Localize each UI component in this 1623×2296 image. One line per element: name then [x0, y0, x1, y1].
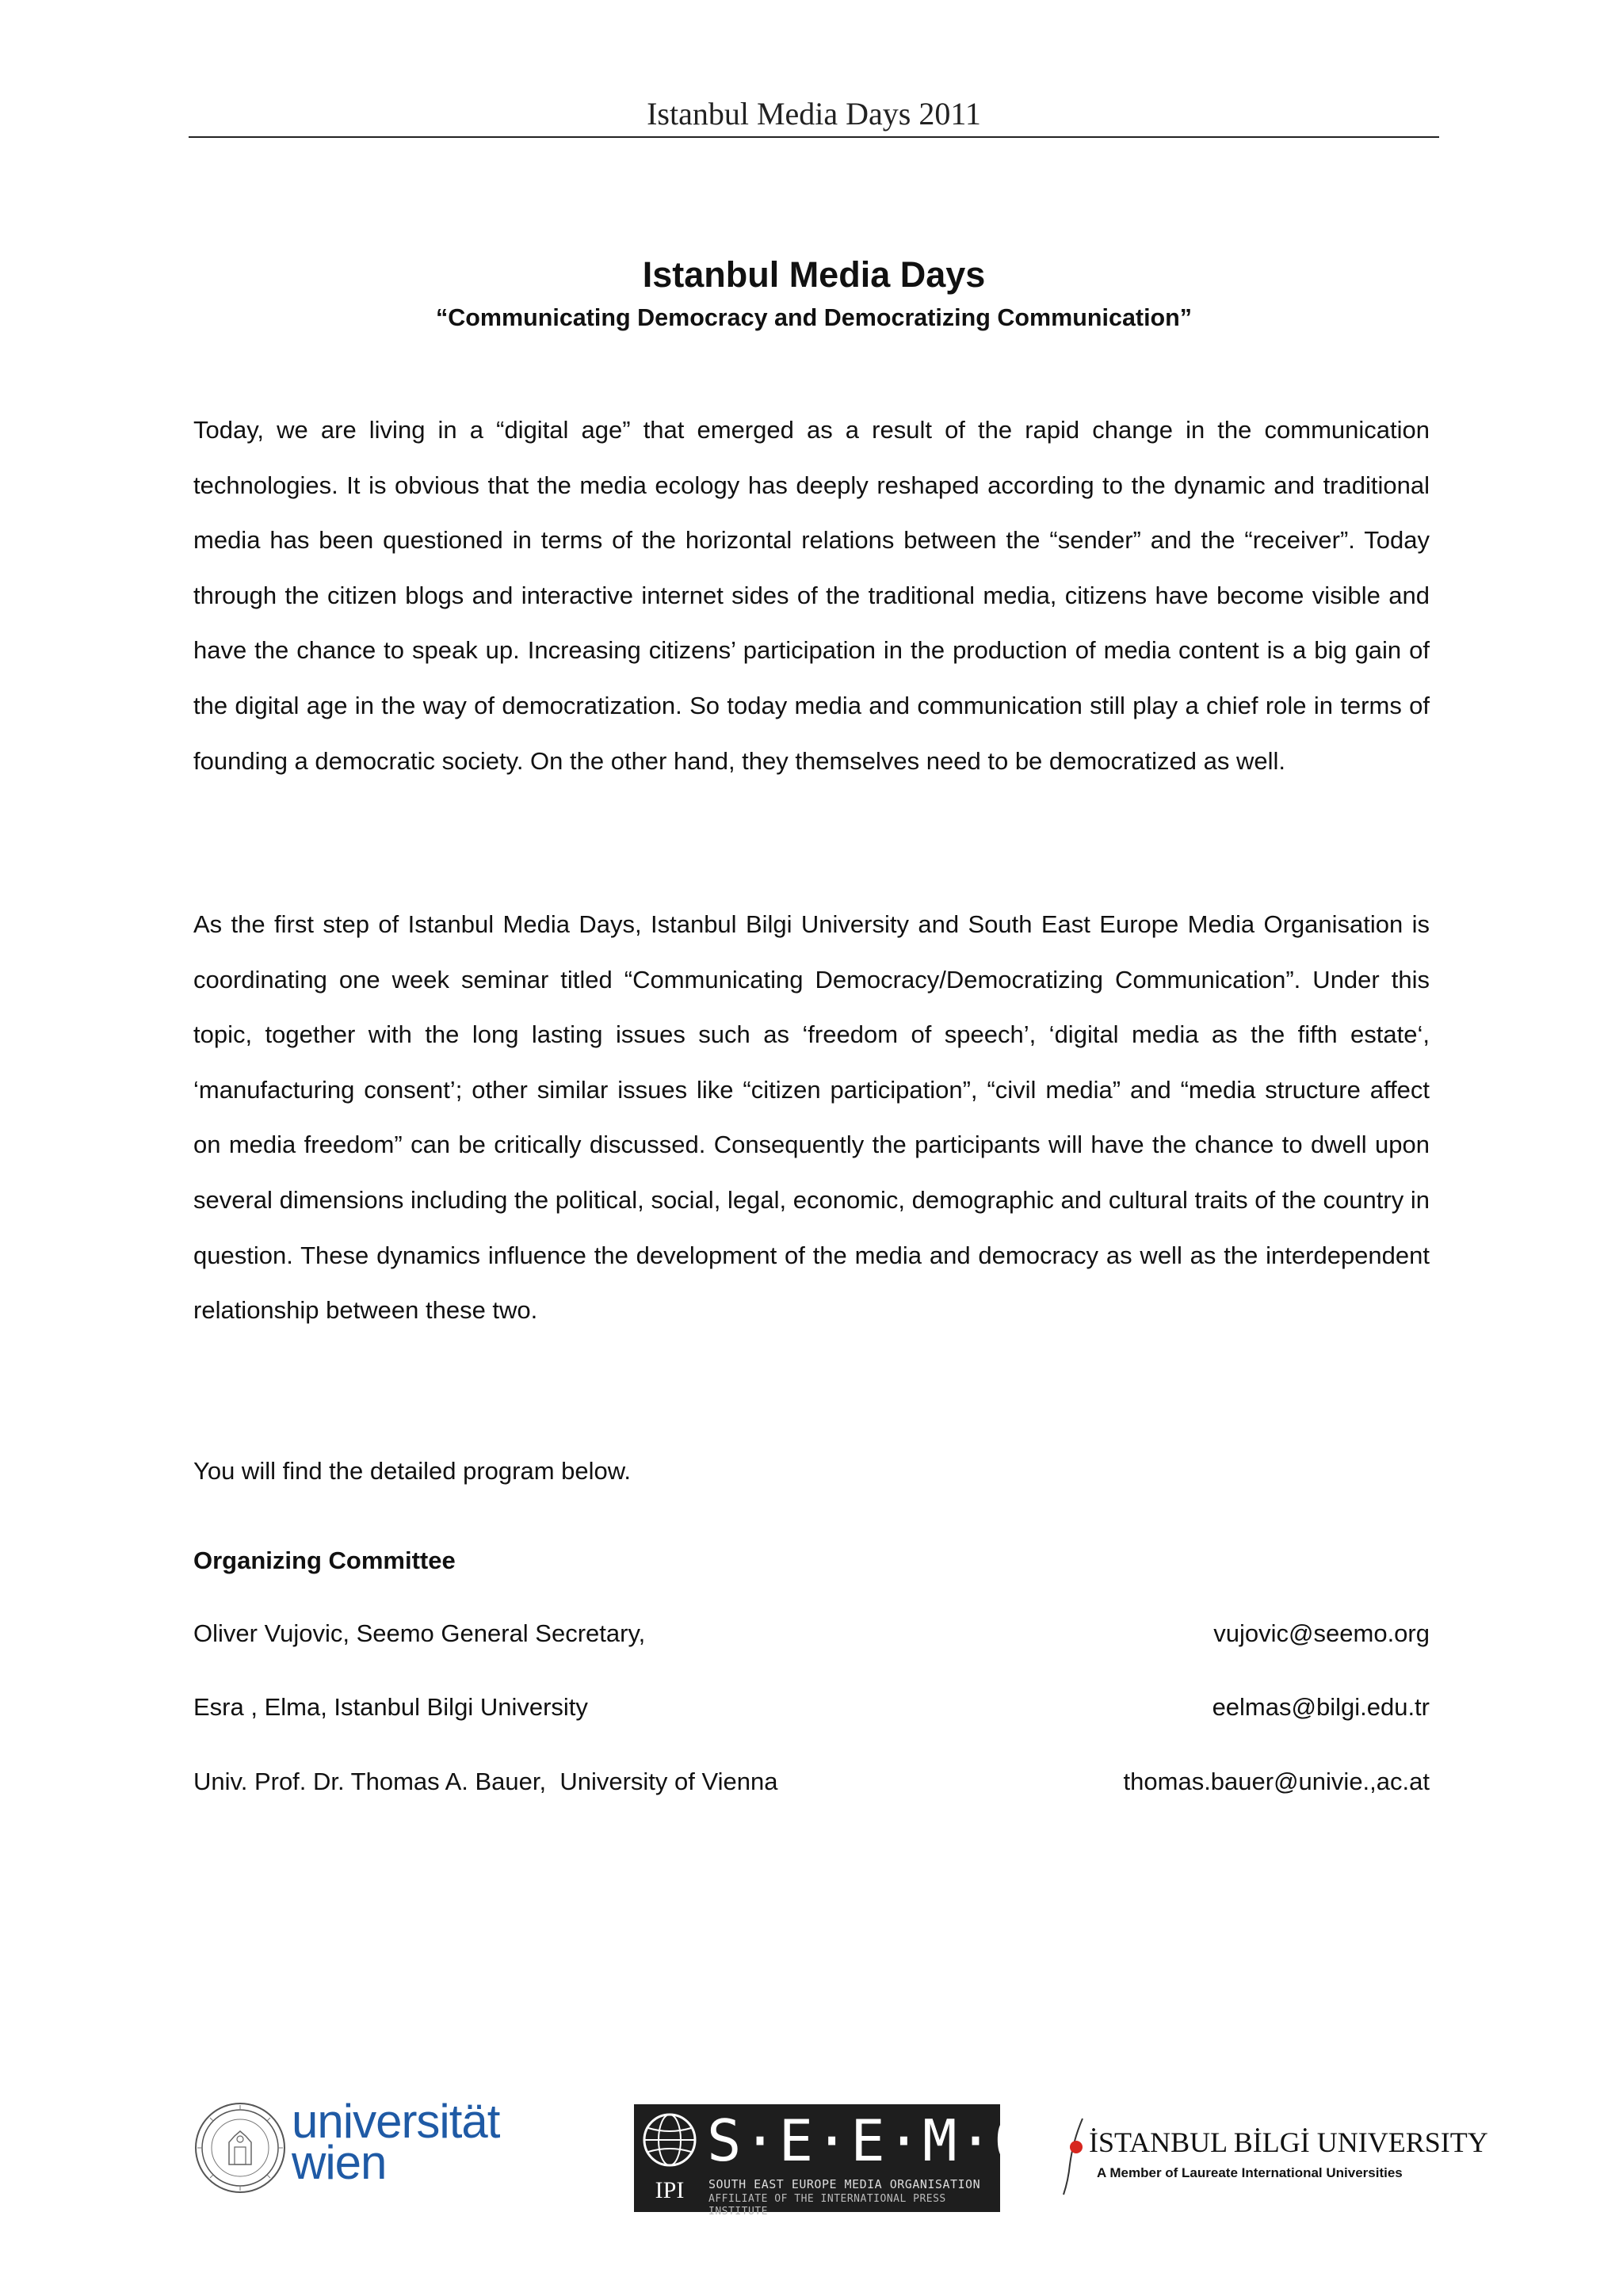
member-email: eelmas@bilgi.edu.tr	[1212, 1693, 1430, 1721]
bilgi-subtitle: A Member of Laureate International Universities	[1097, 2165, 1403, 2180]
vienna-wordmark-line2: wien	[292, 2136, 387, 2189]
university-of-vienna-logo	[193, 2095, 526, 2209]
member-email: thomas.bauer@univie.,ac.at	[1123, 1768, 1430, 1795]
document-subtitle: “Communicating Democracy and Democratizing Communication”	[435, 304, 1193, 331]
bilgi-mark-icon	[1062, 2117, 1090, 2196]
seemo-affiliate-line: AFFILIATE OF THE INTERNATIONAL PRESS INSTITUTE	[708, 2193, 946, 2218]
seminar-paragraph: As the first step of Istanbul Media Days, Istanbul Bilgi University and South East Europe Media Organisation is coordinating one week seminar titled “Communicating Democracy/Democratizing Communication”. Under this topic, together with the long lasting issues such as ‘freedom of speech’, ‘digital media as the fifth estate‘, ‘manufacturing consent’; other similar issues like “citizen participation”, “civil media” and “media structure affect on media freedom” can be critically discussed. Consequently the participants will have the chance to dwell upon several dimensions including the political, social, legal, economic, demographic and cultural traits of the country in question. These dynamics influence the development of the media and democracy as well as the interdependent relationship between these two.	[193, 910, 1430, 1325]
committee-member	[193, 1764, 1430, 1799]
vienna-seal-icon	[193, 2101, 287, 2195]
document-title: Istanbul Media Days	[642, 254, 986, 295]
program-note: You will find the detailed program below.	[193, 1457, 632, 1485]
header-rule	[189, 136, 1439, 138]
bilgi-wordmark: İSTANBUL BİLGİ UNIVERSITY	[1089, 2126, 1488, 2158]
member-email: vujovic@seemo.org	[1213, 1619, 1430, 1647]
seemo-tagline: SOUTH EAST EUROPE MEDIA ORGANISATION	[708, 2177, 981, 2191]
ipi-label: IPI	[655, 2177, 685, 2203]
globe-icon	[642, 2112, 697, 2168]
seemo-logo	[634, 2104, 1031, 2218]
istanbul-bilgi-university-logo	[1062, 2114, 1488, 2209]
vienna-wordmark-line1: universität	[292, 2095, 500, 2148]
committee-member	[193, 1616, 1430, 1651]
committee-heading: Organizing Committee	[193, 1547, 456, 1574]
seemo-wordmark: S·E·E·M·O	[707, 2107, 1031, 2174]
member-name: Esra , Elma, Istanbul Bilgi University	[193, 1693, 588, 1721]
committee-member	[193, 1690, 1430, 1725]
member-name: Oliver Vujovic, Seemo General Secretary,	[193, 1619, 646, 1647]
vienna-wordmark	[292, 2095, 500, 2189]
intro-paragraph: Today, we are living in a “digital age” that emerged as a result of the rapid change in the communication technologies. It is obvious that the media ecology has deeply reshaped according to the dynamic and traditional media has been questioned in terms of the horizontal relations between the “sender” and the “receiver”. Today through the citizen blogs and interactive internet sides of the traditional media, citizens have become visible and have the chance to speak up. Increasing citizens’ participation in the production of media content is a big gain of the digital age in the way of democratization. So today media and communication still play a chief role in terms of founding a democratic society. On the other hand, they themselves need to be democratized as well.	[193, 416, 1430, 775]
member-name: Univ. Prof. Dr. Thomas A. Bauer, University of Vienna	[193, 1768, 778, 1795]
running-header: Istanbul Media Days 2011	[647, 96, 981, 132]
